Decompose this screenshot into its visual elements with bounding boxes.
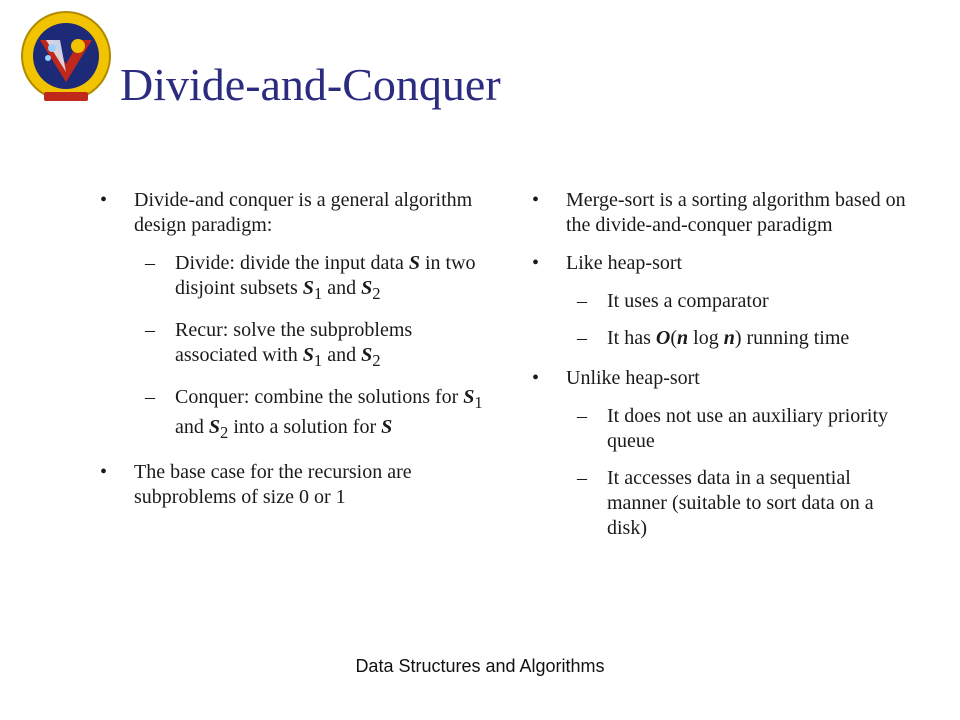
text-segment: in two disjoint subsets: [175, 252, 476, 299]
text-segment: and: [322, 277, 362, 299]
bullet-dot-icon: •: [100, 461, 108, 483]
math-variable: S: [463, 386, 475, 408]
sub-bullet-item: [532, 466, 912, 541]
subscript: 2: [372, 284, 381, 303]
dash-bullet-icon: –: [577, 467, 587, 489]
bullet-text: The base case for the recursion are subproblems of size 0 or 1: [134, 461, 412, 508]
math-variable: O: [655, 327, 671, 349]
subscript: 1: [313, 351, 323, 370]
bullet-dot-icon: •: [100, 189, 108, 211]
text-segment: (: [670, 327, 678, 349]
text-segment: log: [688, 327, 724, 349]
text-segment: into a solution for: [228, 416, 382, 438]
subscript: 2: [372, 351, 381, 370]
bullet-text: Like heap-sort: [566, 252, 683, 274]
text-segment: Conquer: combine the solutions for: [175, 386, 464, 408]
subscript: 2: [220, 423, 229, 442]
math-variable: S: [381, 416, 393, 438]
bullet-item: [100, 460, 485, 510]
text-segment: It has: [607, 327, 656, 349]
bullet-text: Divide-and conquer is a general algorithm design paradigm:: [134, 189, 473, 236]
bullet-item: [532, 366, 912, 391]
math-variable: S: [361, 344, 373, 366]
dash-bullet-icon: –: [577, 327, 587, 349]
sub-bullet-item: [532, 404, 912, 454]
sub-bullet-item-conquer: [100, 385, 485, 445]
math-variable: S: [408, 252, 420, 274]
text-segment: and: [175, 416, 209, 438]
institute-emblem-icon: [18, 10, 114, 106]
text-segment: running time: [741, 327, 850, 349]
bullet-dot-icon: •: [532, 189, 540, 211]
sub-bullet-text: It accesses data in a sequential manner (suitable to sort data on a disk): [607, 467, 874, 539]
bullet-dot-icon: •: [532, 252, 540, 274]
math-variable: S: [208, 416, 221, 438]
sub-bullet-item-divide: [100, 251, 485, 306]
bullet-item: [100, 188, 485, 238]
subscript: 1: [474, 393, 483, 412]
dash-bullet-icon: –: [145, 319, 155, 341]
sub-bullet-text: It uses a comparator: [607, 290, 769, 312]
bullet-item: [532, 251, 912, 276]
math-variable: S: [302, 277, 314, 299]
subscript: 1: [313, 284, 323, 303]
dash-bullet-icon: –: [577, 290, 587, 312]
sub-bullet-item-complexity: [532, 326, 912, 351]
text-segment: and: [322, 344, 362, 366]
dash-bullet-icon: –: [145, 252, 155, 274]
slide-title: Divide-and-Conquer: [120, 59, 501, 110]
sub-bullet-item: [532, 289, 912, 314]
math-variable: S: [302, 344, 314, 366]
math-variable: n: [677, 327, 689, 349]
sub-bullet-text: It does not use an auxiliary priority queue: [607, 405, 889, 452]
sub-bullet-item-recur: [100, 318, 485, 373]
text-segment: ): [734, 327, 742, 349]
slide-footer: Data Structures and Algorithms: [355, 656, 605, 676]
institute-emblem-graphic: [18, 10, 114, 106]
math-variable: S: [361, 277, 373, 299]
bullet-text: Merge-sort is a sorting algorithm based on the divide-and-conquer paradigm: [566, 189, 906, 236]
text-segment: Divide: divide the input data: [175, 252, 409, 274]
bullet-dot-icon: •: [532, 367, 540, 389]
dash-bullet-icon: –: [145, 386, 155, 408]
bullet-text: Unlike heap-sort: [566, 367, 700, 389]
bullet-item: [532, 188, 912, 238]
text-segment: Recur: solve the subproblems associated with: [175, 319, 413, 366]
dash-bullet-icon: –: [577, 405, 587, 427]
right-bullet-column: [532, 188, 912, 553]
left-bullet-column: [100, 188, 485, 523]
math-variable: n: [723, 327, 735, 349]
